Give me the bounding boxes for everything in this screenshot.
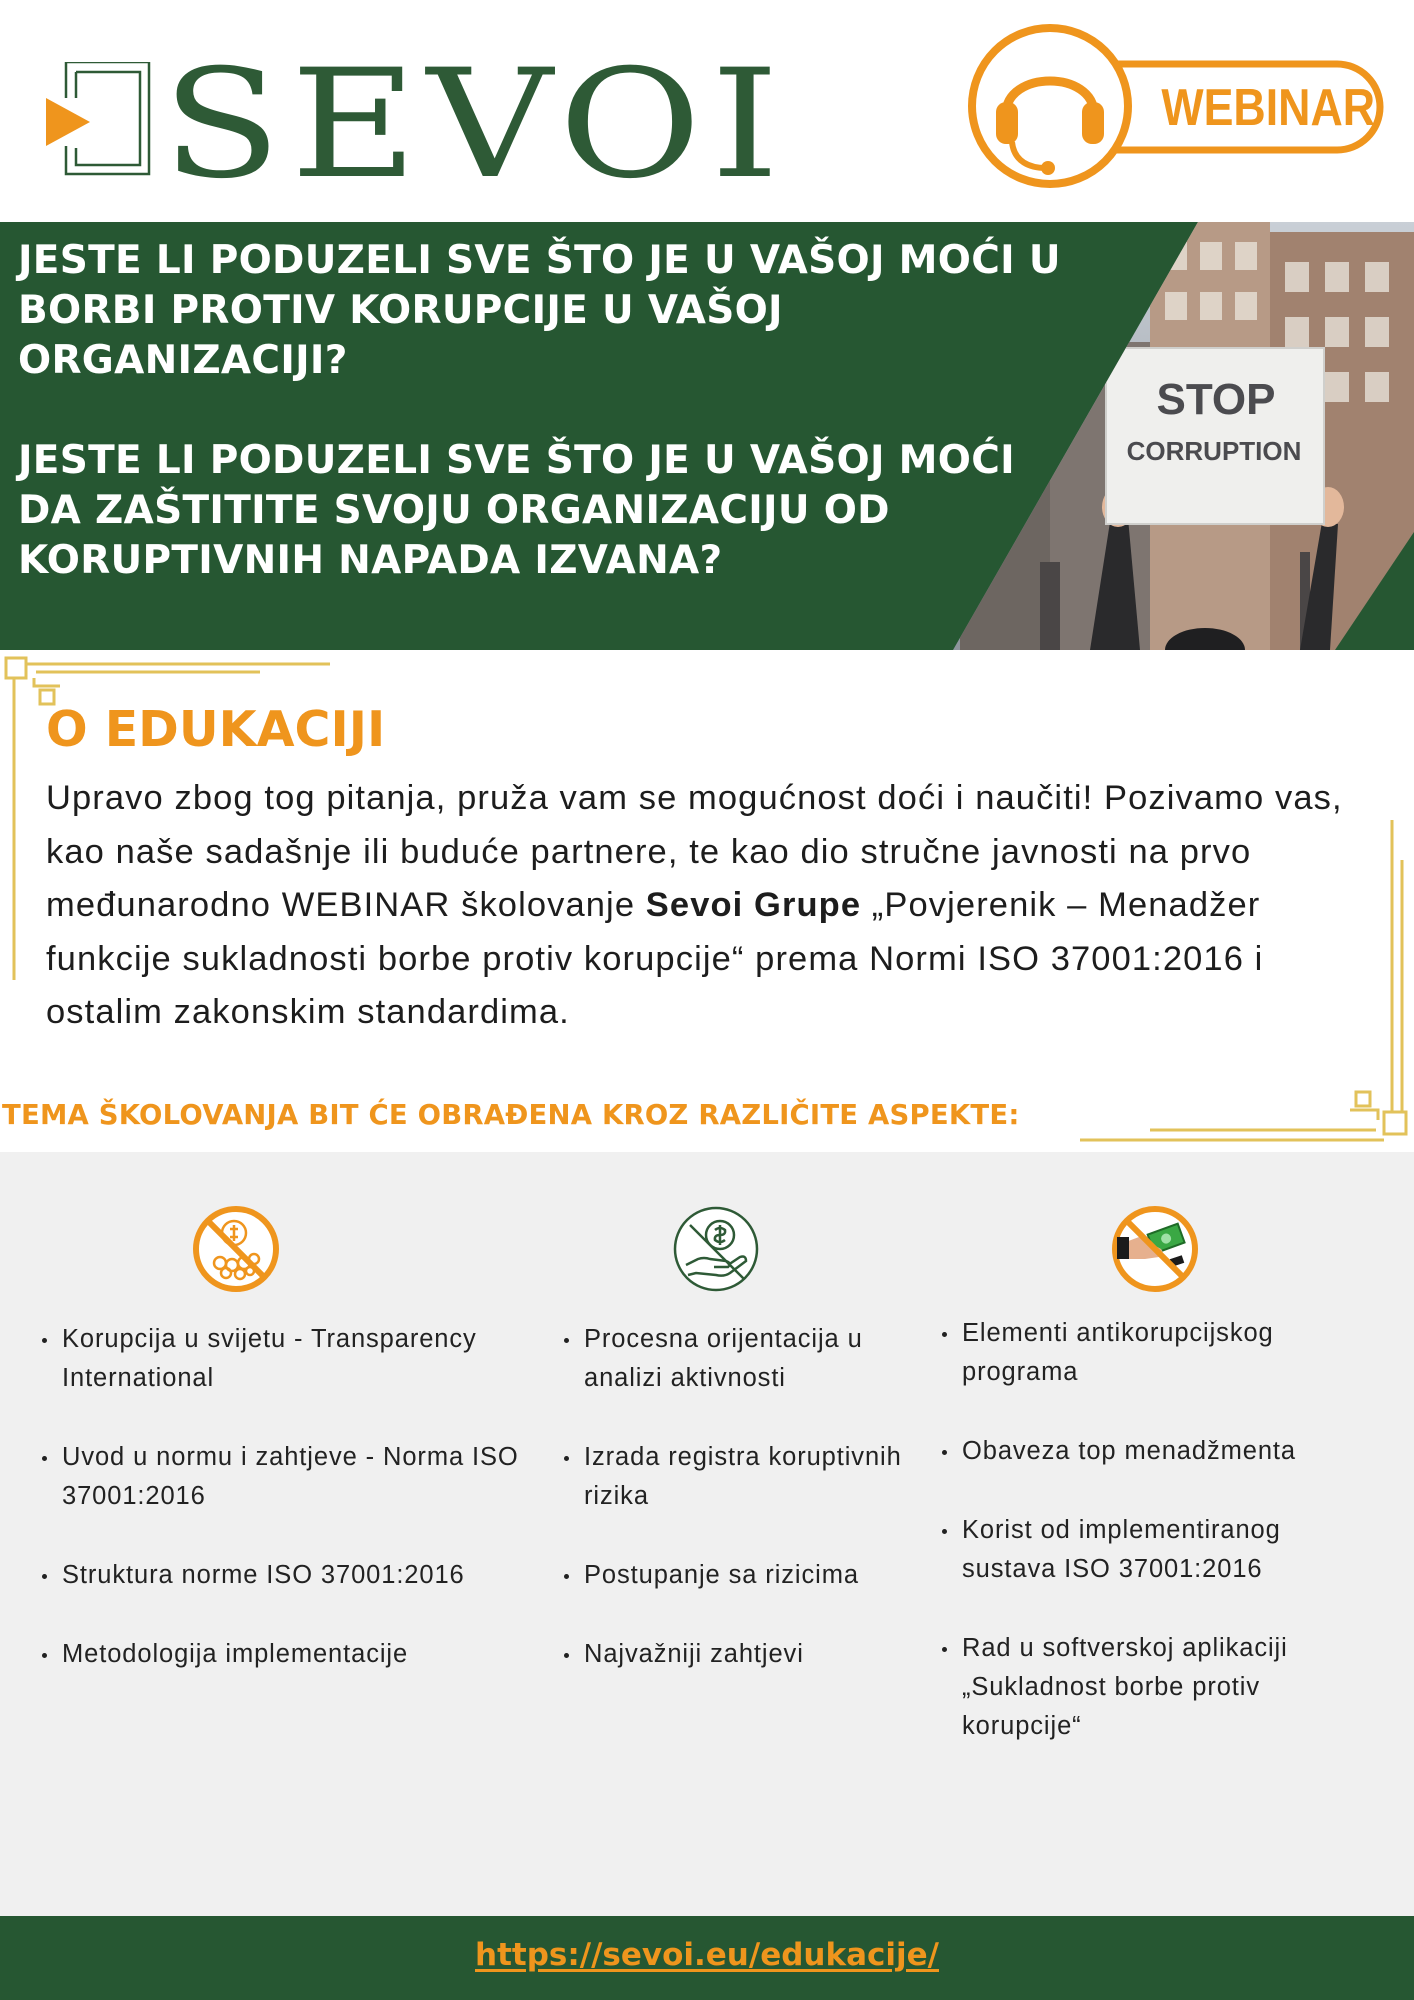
about-text-part-2: „Povjerenik – Menadžer funkcije sukladnosti borbe protiv korupcije“ prema Normi ISO 37001:2016 i ostalim zakonskim standardima.: [46, 886, 1264, 1031]
no-bribe-hand-icon: [670, 1203, 762, 1295]
list-item: Struktura norme ISO 37001:2016: [40, 1556, 540, 1595]
list-item: Metodologija implementacije: [40, 1635, 540, 1674]
webinar-label: WEBINAR: [1161, 79, 1376, 137]
list-item: Obaveza top menadžmenta: [940, 1432, 1380, 1471]
topics-heading: TEMA ŠKOLOVANJA BIT ĆE OBRAĐENA KROZ RAZLIČITE ASPEKTE:: [2, 1099, 1020, 1131]
list-item: Korupcija u svijetu - Transparency International: [40, 1320, 540, 1398]
topics-list-2: [562, 1320, 942, 1674]
hero-questions: [18, 236, 1078, 586]
list-item: Najvažniji zahtjevi: [562, 1635, 942, 1674]
no-money-icon: [190, 1203, 282, 1295]
hero-question-2: JESTE LI PODUZELI SVE ŠTO JE U VAŠOJ MOĆI DA ZAŠTITITE SVOJU ORGANIZACIJU OD KORUPTIVNIH NAPADA IZVANA?: [18, 438, 1015, 583]
topics-list-3: [940, 1314, 1380, 1746]
list-item: Rad u softverskoj aplikaciji „Sukladnost borbe protiv korupcije“: [940, 1629, 1380, 1746]
about-text-part-1: Upravo zbog tog pitanja, pruža vam se mogućnost doći i naučiti! Pozivamo vas, kao naše sadašnje ili buduće partnere, te kao dio stručne javnosti na prvo međunarodno WEBINAR školovanje: [46, 779, 1343, 924]
logo-arrow-icon: [44, 62, 164, 186]
list-item: Postupanje sa rizicima: [562, 1556, 942, 1595]
list-item: Elementi antikorupcijskog programa: [940, 1314, 1380, 1392]
logo-wordmark: SEVOI: [162, 38, 789, 212]
about-paragraph: [46, 772, 1386, 1040]
list-item: Uvod u normu i zahtjeve - Norma ISO 37001:2016: [40, 1438, 540, 1516]
hero-banner: [0, 222, 1414, 650]
hero-question-1: JESTE LI PODUZELI SVE ŠTO JE U VAŠOJ MOĆI U BORBI PROTIV KORUPCIJE U VAŠOJ ORGANIZACIJI?: [18, 238, 1061, 383]
header: [0, 0, 1414, 222]
about-title: O EDUKACIJI: [46, 701, 386, 758]
webinar-badge: [966, 22, 1390, 188]
topics-list-1: [40, 1320, 540, 1674]
about-text-bold: Sevoi Grupe: [645, 886, 862, 924]
no-cash-handover-icon: [1109, 1203, 1201, 1295]
sevoi-logo[interactable]: [44, 38, 789, 212]
about-section: [0, 650, 1414, 1152]
list-item: Izrada registra koruptivnih rizika: [562, 1438, 942, 1516]
footer: [0, 1916, 1414, 2000]
topics-section: [0, 1152, 1414, 1916]
sign-line-stop: STOP: [1156, 375, 1276, 424]
list-item: Procesna orijentacija u analizi aktivnosti: [562, 1320, 942, 1398]
sign-line-corruption: CORRUPTION: [1126, 436, 1302, 466]
list-item: Korist od implementiranog sustava ISO 37001:2016: [940, 1511, 1380, 1589]
education-link[interactable]: https://sevoi.eu/edukacije/: [475, 1937, 939, 1973]
